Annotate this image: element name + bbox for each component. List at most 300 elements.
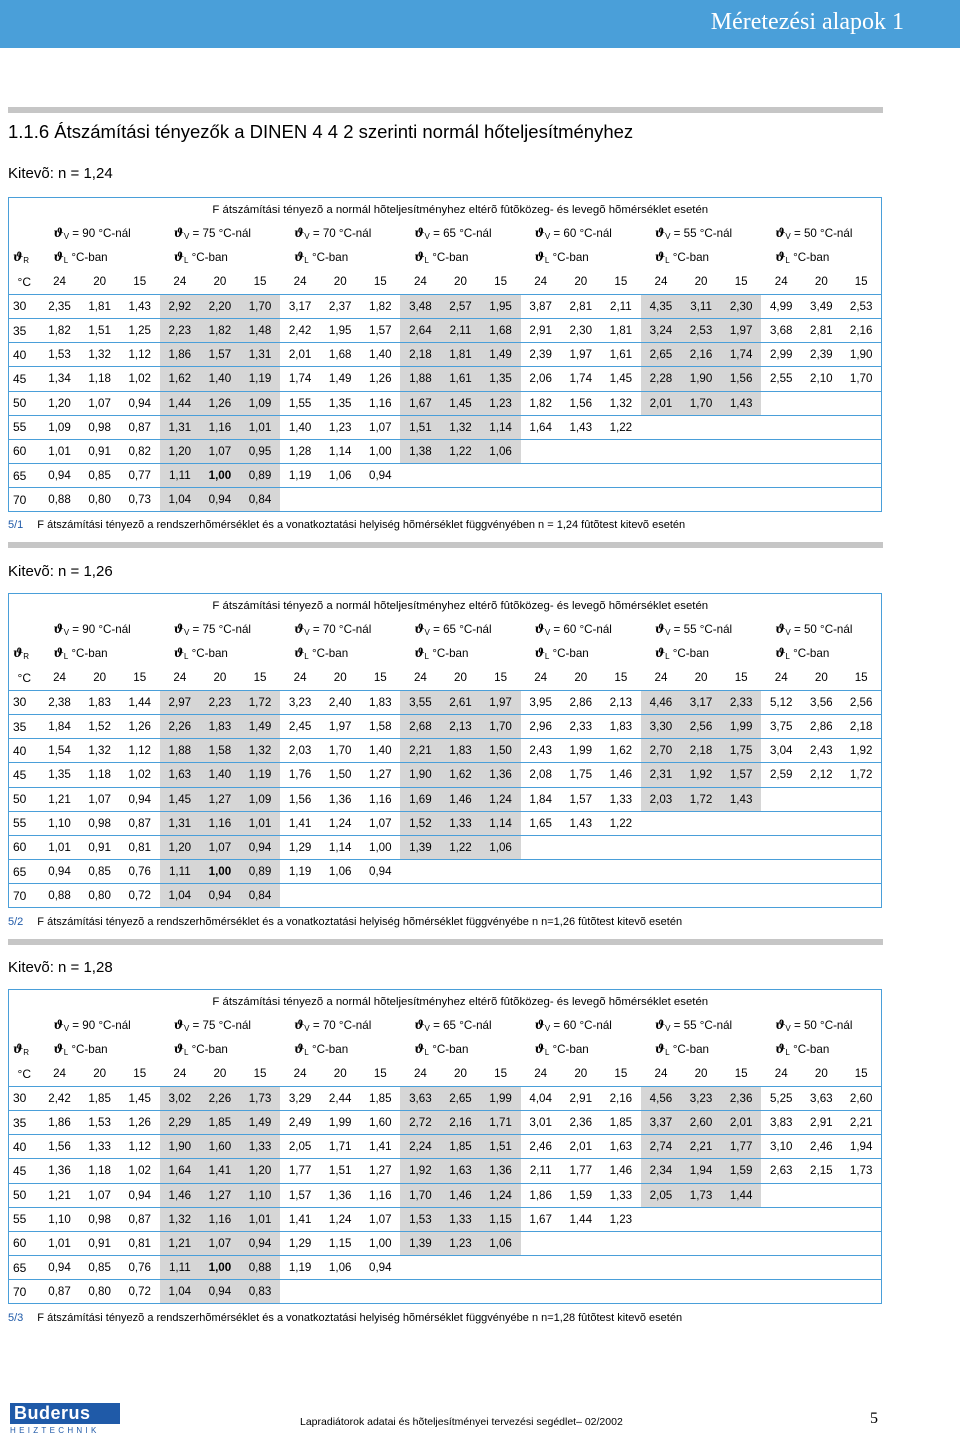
table-cell-empty xyxy=(601,860,641,884)
table-cell-empty xyxy=(440,860,480,884)
table-cell: 1,41 xyxy=(360,1135,400,1159)
table-row xyxy=(9,1135,882,1159)
table-cell-empty xyxy=(561,1256,601,1280)
sub-header-temp: 24 xyxy=(40,270,80,294)
theta-symbol: ϑ xyxy=(414,646,425,661)
table-cell: 2,13 xyxy=(440,714,480,738)
table-cell: 1,23 xyxy=(601,1207,641,1231)
table-cell: 1,72 xyxy=(681,787,721,811)
table-cell: 1,83 xyxy=(360,690,400,714)
theta-subscript: L xyxy=(304,652,309,662)
table-cell-empty xyxy=(521,1256,561,1280)
table-cell: 2,01 xyxy=(280,343,320,367)
theta-subscript: L xyxy=(424,256,429,266)
table-cell: 0,88 xyxy=(40,488,80,512)
theta-l-unit: °C-ban xyxy=(552,1043,589,1057)
table-cell: 1,84 xyxy=(40,714,80,738)
table-cell: 1,46 xyxy=(601,763,641,787)
table-cell: 1,28 xyxy=(280,439,320,463)
table-cell: 1,23 xyxy=(440,1231,480,1255)
table-cell: 1,46 xyxy=(440,1183,480,1207)
theta-symbol: ϑ xyxy=(414,226,425,241)
sub-header-temp: 15 xyxy=(360,270,400,294)
theta-l-unit: °C-ban xyxy=(672,1043,709,1057)
table-cell: 1,40 xyxy=(360,739,400,763)
table-row xyxy=(9,763,882,787)
table-cell: 2,49 xyxy=(280,1110,320,1134)
table-cell: 1,49 xyxy=(320,367,360,391)
sub-header-temp: 15 xyxy=(240,666,280,690)
table-cell: 2,36 xyxy=(561,1110,601,1134)
table-row xyxy=(9,415,882,439)
theta-subscript: V xyxy=(544,232,551,242)
group-label: = 50 °C-nál xyxy=(793,227,853,241)
sub-header-temp: 24 xyxy=(160,666,200,690)
sub-header-temp: 15 xyxy=(721,270,761,294)
table-cell: 2,70 xyxy=(641,739,681,763)
table-cell: 1,70 xyxy=(841,367,881,391)
table-cell: 2,99 xyxy=(761,343,801,367)
table-cell: 2,40 xyxy=(320,690,360,714)
table-cell: 1,46 xyxy=(601,1159,641,1183)
table-cell: 1,41 xyxy=(280,1207,320,1231)
table-cell-empty xyxy=(400,860,440,884)
caption-number: 5/1 xyxy=(8,519,24,531)
theta-symbol: ϑ xyxy=(534,226,545,241)
table-cell: 1,27 xyxy=(360,763,400,787)
table-cell-empty xyxy=(641,835,681,859)
table-cell: 2,01 xyxy=(721,1110,761,1134)
table-cell: 1,00 xyxy=(200,860,240,884)
table-cell: 1,46 xyxy=(160,1183,200,1207)
table-cell: 1,90 xyxy=(160,1135,200,1159)
header-theta-l-3 xyxy=(400,246,520,270)
theta-l-unit: °C-ban xyxy=(793,1043,830,1057)
table-cell: 3,63 xyxy=(400,1086,440,1110)
sub-header-temp: 24 xyxy=(160,1062,200,1086)
table-cell-empty xyxy=(280,1280,320,1304)
table-caption xyxy=(8,1312,682,1324)
table-cell-empty xyxy=(561,488,601,512)
table-cell: 2,57 xyxy=(440,294,480,318)
table-cell: 1,70 xyxy=(481,714,521,738)
row-label: 55 xyxy=(9,811,40,835)
row-label: 65 xyxy=(9,860,40,884)
table-cell: 1,74 xyxy=(721,343,761,367)
theta-l-unit: °C-ban xyxy=(793,647,830,661)
table-cell: 1,21 xyxy=(40,787,80,811)
kitevo-label: Kitevõ: n = 1,28 xyxy=(8,959,113,976)
table-cell-empty xyxy=(561,884,601,908)
table-cell: 2,18 xyxy=(841,714,881,738)
table-cell: 1,83 xyxy=(200,714,240,738)
theta-subscript: L xyxy=(304,1048,309,1058)
table-cell: 2,56 xyxy=(841,690,881,714)
table-cell: 1,22 xyxy=(440,835,480,859)
theta-l-unit: °C-ban xyxy=(311,251,349,265)
table-cell: 2,46 xyxy=(521,1135,561,1159)
table-cell: 2,45 xyxy=(280,714,320,738)
table-cell: 1,63 xyxy=(160,763,200,787)
table-cell: 1,40 xyxy=(360,343,400,367)
table-cell-empty xyxy=(320,1280,360,1304)
table-cell-empty xyxy=(440,1280,480,1304)
sub-header-temp: 20 xyxy=(801,1062,841,1086)
table-cell: 1,74 xyxy=(561,367,601,391)
group-label: = 75 °C-nál xyxy=(192,227,251,241)
sub-header-temp: 15 xyxy=(481,666,521,690)
table-cell-empty xyxy=(801,1183,841,1207)
table-cell: 1,07 xyxy=(200,439,240,463)
sub-header-temp: 20 xyxy=(200,270,240,294)
table-cell-empty xyxy=(801,1207,841,1231)
table-cell: 1,82 xyxy=(360,294,400,318)
table-cell-empty xyxy=(841,464,881,488)
theta-l-unit: °C-ban xyxy=(432,251,469,265)
sub-header-temp: 20 xyxy=(681,666,721,690)
table-cell: 1,02 xyxy=(120,367,160,391)
sub-header-temp: 20 xyxy=(440,1062,480,1086)
sub-header-temp: 15 xyxy=(240,1062,280,1086)
table-cell: 2,23 xyxy=(160,318,200,342)
theta-symbol: ϑ xyxy=(53,226,64,241)
table-cell-empty xyxy=(641,1280,681,1304)
table-cell: 3,68 xyxy=(761,318,801,342)
header-theta-v-4 xyxy=(521,1014,641,1038)
table-cell: 2,18 xyxy=(400,343,440,367)
table-cell: 1,70 xyxy=(240,294,280,318)
table-cell: 2,53 xyxy=(841,294,881,318)
theta-subscript: V xyxy=(304,628,310,638)
table-cell: 3,01 xyxy=(521,1110,561,1134)
sub-header-temp: 24 xyxy=(400,270,440,294)
table-cell: 1,94 xyxy=(681,1159,721,1183)
table-cell-empty xyxy=(721,1231,761,1255)
theta-symbol: ϑ xyxy=(294,622,305,637)
table-cell: 1,12 xyxy=(120,1135,160,1159)
table-cell: 2,42 xyxy=(280,318,320,342)
table-cell: 0,94 xyxy=(200,1280,240,1304)
table-row xyxy=(9,343,882,367)
table-cell: 1,41 xyxy=(200,1159,240,1183)
table-cell-empty xyxy=(721,415,761,439)
table-cell: 1,07 xyxy=(360,415,400,439)
header-theta-v-5 xyxy=(641,1014,761,1038)
table-cell: 1,19 xyxy=(240,763,280,787)
table-row xyxy=(9,1207,882,1231)
sub-header-temp: 20 xyxy=(320,666,360,690)
row-label: 70 xyxy=(9,488,40,512)
table-cell-empty xyxy=(761,488,801,512)
table-cell: 2,21 xyxy=(681,1135,721,1159)
table-cell: 1,09 xyxy=(240,787,280,811)
table-cell: 0,76 xyxy=(120,1256,160,1280)
group-label: = 55 °C-nál xyxy=(673,227,733,241)
table-cell: 1,97 xyxy=(561,343,601,367)
table-cell-empty xyxy=(841,488,881,512)
table-cell-empty xyxy=(681,1207,721,1231)
table-cell-empty xyxy=(601,1256,641,1280)
header-theta-v-6 xyxy=(761,222,881,246)
theta-symbol: ϑ xyxy=(775,250,786,265)
sub-header-temp: 15 xyxy=(120,666,160,690)
table-cell: 1,07 xyxy=(80,391,120,415)
sub-header-temp: 15 xyxy=(841,270,881,294)
sub-header-temp: 20 xyxy=(561,666,601,690)
header-theta-l-6 xyxy=(761,642,881,666)
sub-header-temp: 20 xyxy=(801,666,841,690)
header-theta-l-2 xyxy=(280,246,400,270)
row-label: 55 xyxy=(9,1207,40,1231)
table-cell: 0,94 xyxy=(240,1231,280,1255)
theta-subscript: L xyxy=(424,1048,429,1058)
table-cell: 0,72 xyxy=(120,1280,160,1304)
table-cell-empty xyxy=(320,884,360,908)
table-cell: 1,57 xyxy=(200,343,240,367)
theta-subscript: L xyxy=(63,652,69,662)
table-cell-empty xyxy=(481,860,521,884)
table-cell: 1,64 xyxy=(160,1159,200,1183)
sub-header-temp: 15 xyxy=(240,270,280,294)
table-cell: 1,86 xyxy=(160,343,200,367)
table-cell: 3,02 xyxy=(160,1086,200,1110)
table-cell: 2,13 xyxy=(601,690,641,714)
group-label: = 50 °C-nál xyxy=(793,623,853,637)
table-cell: 2,01 xyxy=(561,1135,601,1159)
table-row xyxy=(9,811,882,835)
table-cell: 1,22 xyxy=(440,439,480,463)
table-cell: 1,06 xyxy=(320,860,360,884)
table-cell: 1,32 xyxy=(80,739,120,763)
table-cell-empty xyxy=(801,488,841,512)
sub-header-temp: 24 xyxy=(400,1062,440,1086)
header-theta-v-5 xyxy=(641,222,761,246)
table-cell: 2,01 xyxy=(641,391,681,415)
theta-subscript: L xyxy=(304,256,309,266)
table-cell: 1,92 xyxy=(400,1159,440,1183)
table-cell: 1,16 xyxy=(360,1183,400,1207)
table-cell: 2,42 xyxy=(40,1086,80,1110)
table-cell: 2,06 xyxy=(521,367,561,391)
table-cell: 1,22 xyxy=(601,811,641,835)
table-cell: 1,90 xyxy=(400,763,440,787)
sub-header-temp: 15 xyxy=(481,270,521,294)
table-cell: 1,29 xyxy=(280,1231,320,1255)
table-cell: 0,94 xyxy=(40,1256,80,1280)
theta-l-unit: °C-ban xyxy=(191,647,228,661)
table-cell: 2,05 xyxy=(641,1183,681,1207)
table-cell-empty xyxy=(521,488,561,512)
table-cell-empty xyxy=(521,884,561,908)
table-cell: 1,51 xyxy=(400,415,440,439)
table-cell: 3,37 xyxy=(641,1110,681,1134)
table-cell: 1,95 xyxy=(320,318,360,342)
table-cell: 2,61 xyxy=(440,690,480,714)
sub-header-temp: 24 xyxy=(521,1062,561,1086)
table-cell: 0,72 xyxy=(120,884,160,908)
table-cell-empty xyxy=(761,391,801,415)
table-cell-empty xyxy=(601,439,641,463)
row-label: 60 xyxy=(9,439,40,463)
sub-header-temp: 15 xyxy=(360,1062,400,1086)
section-divider xyxy=(8,542,883,548)
table-cell-empty xyxy=(761,464,801,488)
theta-subscript: L xyxy=(63,256,69,266)
table-cell: 1,00 xyxy=(360,1231,400,1255)
header-theta-v-4 xyxy=(521,618,641,642)
theta-symbol: ϑ xyxy=(775,622,786,637)
table-cell: 1,39 xyxy=(400,835,440,859)
page-number: 5 xyxy=(870,1410,878,1427)
sub-header-temp: 15 xyxy=(120,1062,160,1086)
table-cell: 1,15 xyxy=(481,1207,521,1231)
table-cell: 1,23 xyxy=(320,415,360,439)
theta-symbol: ϑ xyxy=(414,1018,425,1033)
theta-subscript: L xyxy=(665,256,670,266)
table-cell: 1,45 xyxy=(160,787,200,811)
table-row xyxy=(9,1231,882,1255)
table-cell: 1,07 xyxy=(360,811,400,835)
row-label: 65 xyxy=(9,1256,40,1280)
table-cell: 2,53 xyxy=(681,318,721,342)
table-cell-empty xyxy=(681,439,721,463)
table-cell: 0,87 xyxy=(120,1207,160,1231)
table-cell: 1,07 xyxy=(80,787,120,811)
theta-symbol: ϑ xyxy=(173,1018,184,1033)
theta-subscript: L xyxy=(665,652,670,662)
caption-text: F átszámítási tényezõ a rendszerhõmérséklet és a vonatkoztatási helyiség hõmérséklet függvényébe n n=1,26 fûtõtest kitevõ esetén xyxy=(37,916,683,928)
table-cell: 1,35 xyxy=(40,763,80,787)
table-cell: 1,41 xyxy=(280,811,320,835)
table-cell: 2,39 xyxy=(801,343,841,367)
sub-header-temp: 24 xyxy=(641,666,681,690)
table-cell: 1,55 xyxy=(280,391,320,415)
header-theta-v-2 xyxy=(280,222,400,246)
table-cell: 2,72 xyxy=(400,1110,440,1134)
sub-header-temp: 20 xyxy=(801,270,841,294)
table-cell: 1,90 xyxy=(681,367,721,391)
table-cell-empty xyxy=(641,884,681,908)
table-cell: 1,70 xyxy=(400,1183,440,1207)
table-cell: 1,36 xyxy=(320,787,360,811)
table-cell: 1,58 xyxy=(360,714,400,738)
table-cell: 1,65 xyxy=(521,811,561,835)
table-cell: 1,43 xyxy=(120,294,160,318)
header-theta-v-6 xyxy=(761,618,881,642)
row-label: 40 xyxy=(9,343,40,367)
row-label: 60 xyxy=(9,835,40,859)
table-cell: 1,27 xyxy=(200,1183,240,1207)
theta-symbol: ϑ xyxy=(654,646,666,661)
table-cell-empty xyxy=(761,1231,801,1255)
row-label: 40 xyxy=(9,739,40,763)
table-cell: 2,12 xyxy=(801,763,841,787)
table-cell: 1,56 xyxy=(40,1135,80,1159)
table-cell: 1,70 xyxy=(320,739,360,763)
table-cell: 1,67 xyxy=(521,1207,561,1231)
table-cell: 2,31 xyxy=(641,763,681,787)
table-cell: 0,94 xyxy=(120,391,160,415)
theta-l-unit: °C-ban xyxy=(71,251,108,265)
table-cell: 1,44 xyxy=(721,1183,761,1207)
table-cell: 3,04 xyxy=(761,739,801,763)
table-cell-empty xyxy=(521,1280,561,1304)
table-cell: 1,07 xyxy=(80,1183,120,1207)
table-cell: 2,16 xyxy=(440,1110,480,1134)
theta-subscript: V xyxy=(424,232,430,242)
table-cell: 3,11 xyxy=(681,294,721,318)
table-cell: 2,23 xyxy=(200,690,240,714)
table-cell-empty xyxy=(801,415,841,439)
table-cell: 1,19 xyxy=(280,1256,320,1280)
table-cell: 2,08 xyxy=(521,763,561,787)
theta-symbol: ϑ xyxy=(173,646,184,661)
table-cell: 1,90 xyxy=(841,343,881,367)
theta-symbol: ϑ xyxy=(294,250,305,265)
table-cell: 1,16 xyxy=(360,787,400,811)
table-cell: 1,14 xyxy=(481,415,521,439)
group-label: = 65 °C-nál xyxy=(433,1019,492,1033)
table-cell: 2,29 xyxy=(160,1110,200,1134)
table-cell: 1,76 xyxy=(280,763,320,787)
theta-subscript: R xyxy=(23,1048,29,1058)
theta-symbol: ϑ xyxy=(654,250,666,265)
header-bar xyxy=(0,0,960,48)
table-cell: 1,57 xyxy=(280,1183,320,1207)
table-cell: 1,40 xyxy=(200,763,240,787)
group-label: = 90 °C-nál xyxy=(72,1019,131,1033)
theta-l-unit: °C-ban xyxy=(311,647,349,661)
table-cell: 0,83 xyxy=(240,1280,280,1304)
theta-symbol: ϑ xyxy=(53,1018,64,1033)
table-cell-empty xyxy=(601,1280,641,1304)
table-cell: 5,25 xyxy=(761,1086,801,1110)
table-cell: 0,89 xyxy=(240,860,280,884)
table-cell: 0,94 xyxy=(200,488,240,512)
table-row xyxy=(9,835,882,859)
table-cell: 1,31 xyxy=(160,415,200,439)
table-cell-empty xyxy=(681,811,721,835)
table-cell: 4,46 xyxy=(641,690,681,714)
table-row xyxy=(9,1110,882,1134)
table-cell-empty xyxy=(801,464,841,488)
table-cell: 2,33 xyxy=(561,714,601,738)
table-row xyxy=(9,391,882,415)
table-cell: 2,26 xyxy=(160,714,200,738)
table-cell: 1,32 xyxy=(240,739,280,763)
table-cell: 1,39 xyxy=(400,1231,440,1255)
table-cell: 1,25 xyxy=(120,318,160,342)
theta-subscript: V xyxy=(424,628,430,638)
table-cell: 1,23 xyxy=(481,391,521,415)
table-cell: 0,91 xyxy=(80,439,120,463)
table-cell: 3,75 xyxy=(761,714,801,738)
table-cell: 1,14 xyxy=(320,439,360,463)
table-cell-empty xyxy=(641,488,681,512)
table-cell: 1,11 xyxy=(160,860,200,884)
sub-header-temp: 20 xyxy=(80,1062,120,1086)
table-cell: 2,18 xyxy=(681,739,721,763)
group-label: = 90 °C-nál xyxy=(72,227,131,241)
sub-header-temp: 24 xyxy=(280,666,320,690)
table-cell-empty xyxy=(681,464,721,488)
table-cell: 1,73 xyxy=(841,1159,881,1183)
table-cell-empty xyxy=(521,464,561,488)
table-cell: 2,86 xyxy=(801,714,841,738)
table-cell: 0,85 xyxy=(80,1256,120,1280)
table-cell: 2,11 xyxy=(601,294,641,318)
table-cell: 1,53 xyxy=(40,343,80,367)
